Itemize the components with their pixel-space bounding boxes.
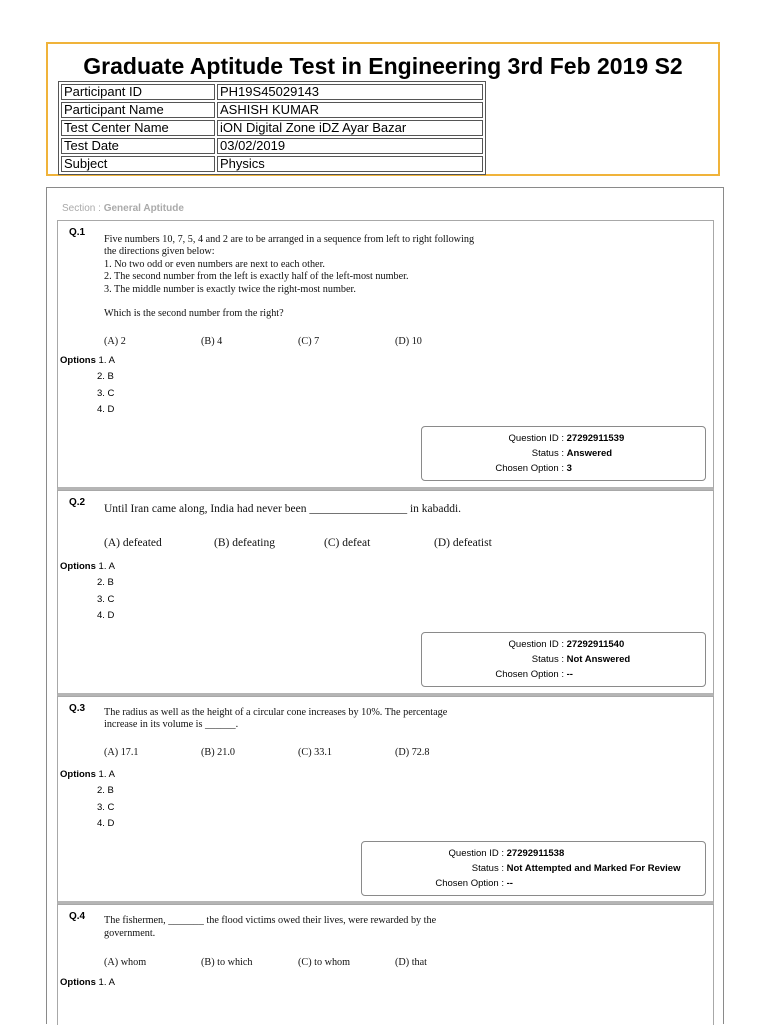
question-text (104, 234, 474, 321)
question-id-row (422, 433, 632, 444)
status-row (422, 448, 612, 459)
question-number: Q.1 (69, 227, 86, 238)
status-label: Status : (531, 448, 564, 459)
option-item (60, 767, 115, 783)
choice-b: (B) to which (201, 957, 253, 968)
info-label: Participant Name (61, 102, 215, 118)
status-value: Not Answered (566, 654, 631, 665)
choice-d: (D) defeatist (434, 537, 492, 549)
section-name: General Aptitude (103, 203, 184, 214)
question-panel (46, 187, 724, 1024)
question-id-row (362, 848, 564, 859)
question-id-row (422, 639, 624, 650)
chosen-option-row (422, 669, 573, 680)
option-item (60, 353, 115, 369)
question-text (104, 914, 436, 940)
choice-a: (A) defeated (104, 537, 162, 549)
question-id-value: 27292911538 (506, 848, 565, 859)
option-item: 4. D (97, 817, 115, 829)
chosen-option-label: Chosen Option : (495, 669, 564, 680)
question-text-line (104, 296, 474, 308)
option-item (60, 559, 115, 575)
info-row (61, 138, 483, 154)
question-card-1 (57, 220, 714, 490)
question-status-box (421, 632, 706, 687)
question-text (104, 503, 461, 515)
chosen-option-value: -- (566, 669, 573, 680)
section-prefix: Section : (62, 203, 101, 214)
chosen-option-label: Chosen Option : (435, 878, 504, 889)
chosen-option-value: -- (506, 878, 513, 889)
choice-d: (D) 10 (395, 336, 422, 347)
choice-b: (B) 4 (201, 336, 223, 347)
choice-c: (C) 33.1 (298, 747, 332, 758)
choice-b: (B) defeating (214, 537, 275, 549)
info-value: 03/02/2019 (217, 138, 483, 154)
status-label: Status : (531, 654, 564, 665)
info-label: Test Date (61, 138, 215, 154)
choice-a: (A) 2 (104, 336, 126, 347)
chosen-option-row (422, 463, 572, 474)
page-title: Graduate Aptitude Test in Engineering 3rd Feb 2019 S2 (83, 53, 683, 79)
question-number: Q.4 (69, 911, 86, 922)
info-label: Test Center Name (61, 120, 215, 136)
info-row (61, 120, 483, 136)
question-number: Q.2 (69, 497, 86, 508)
info-row (61, 84, 483, 100)
option-item: 4. D (97, 403, 115, 415)
options-list (60, 353, 115, 418)
question-number: Q.3 (69, 703, 86, 714)
option-text: 1. A (98, 769, 115, 780)
question-id-label: Question ID : (448, 848, 504, 859)
option-item: 2. B (97, 371, 114, 383)
question-text-line: The radius as well as the height of a circular cone increases by 10%. The percentage (104, 707, 448, 718)
question-text-line: the directions given below: (104, 246, 215, 258)
participant-info-table (58, 81, 486, 175)
option-text: 1. A (98, 355, 115, 366)
question-text-line: Five numbers 10, 7, 5, 4 and 2 are to be arranged in a sequence from left to right following (104, 234, 475, 245)
status-value: Answered (566, 448, 613, 459)
choice-d: (D) 72.8 (395, 747, 430, 758)
question-text-line: 2. The second number from the left is exactly half of the left-most number. (104, 271, 409, 283)
question-status-box (421, 426, 706, 481)
option-text: 1. A (98, 977, 115, 988)
option-item: 3. C (97, 801, 115, 813)
info-label: Participant ID (61, 84, 215, 100)
status-row (362, 863, 680, 874)
choice-c: (C) defeat (324, 537, 371, 549)
question-text (104, 707, 447, 731)
choice-c: (C) 7 (298, 336, 320, 347)
question-text-line: Which is the second number from the right? (104, 308, 284, 320)
info-label: Subject (61, 156, 215, 172)
question-card-3 (57, 696, 714, 904)
info-value: iON Digital Zone iDZ Ayar Bazar (217, 120, 483, 136)
section-label (62, 203, 184, 214)
question-text-line: 1. No two odd or even numbers are next to each other. (104, 258, 325, 270)
question-id-label: Question ID : (508, 433, 564, 444)
chosen-option-label: Chosen Option : (495, 463, 564, 474)
options-list (60, 975, 115, 991)
choice-a: (A) 17.1 (104, 747, 139, 758)
info-row (61, 102, 483, 118)
choice-c: (C) to whom (298, 957, 351, 968)
choice-b: (B) 21.0 (201, 747, 235, 758)
options-label: Options (60, 561, 96, 572)
question-card-4 (57, 904, 714, 1025)
status-label: Status : (471, 863, 504, 874)
options-label: Options (60, 977, 96, 988)
option-item: 4. D (97, 609, 115, 621)
info-value: ASHISH KUMAR (217, 102, 483, 118)
options-list (60, 559, 115, 624)
options-list (60, 767, 115, 832)
option-item (60, 975, 115, 991)
option-text: 1. A (98, 561, 115, 572)
question-id-value: 27292911540 (566, 639, 625, 650)
info-row (61, 156, 483, 172)
info-value: PH19S45029143 (217, 84, 483, 100)
chosen-option-value: 3 (566, 463, 572, 474)
choice-a: (A) whom (104, 957, 147, 968)
question-text-line: Until Iran came along, India had never been _________________ in kabaddi. (104, 503, 462, 515)
header-box (46, 42, 720, 176)
question-status-box (361, 841, 706, 896)
chosen-option-row (362, 878, 513, 889)
question-id-label: Question ID : (508, 639, 564, 650)
options-label: Options (60, 355, 96, 366)
info-value: Physics (217, 156, 483, 172)
option-item: 3. C (97, 593, 115, 605)
question-text-line: government. (104, 928, 156, 939)
question-text-line: The fishermen, _______ the flood victims owed their lives, were rewarded by the (104, 915, 437, 926)
status-row (422, 654, 630, 665)
option-item: 2. B (97, 577, 114, 589)
choice-d: (D) that (395, 957, 427, 968)
status-value: Not Attempted and Marked For Review (506, 863, 681, 874)
options-label: Options (60, 769, 96, 780)
option-item: 3. C (97, 387, 115, 399)
question-id-value: 27292911539 (566, 433, 625, 444)
question-text-line: 3. The middle number is exactly twice the right-most number. (104, 283, 356, 295)
option-item: 2. B (97, 785, 114, 797)
question-text-line: increase in its volume is ______. (104, 719, 239, 730)
question-card-2 (57, 490, 714, 696)
